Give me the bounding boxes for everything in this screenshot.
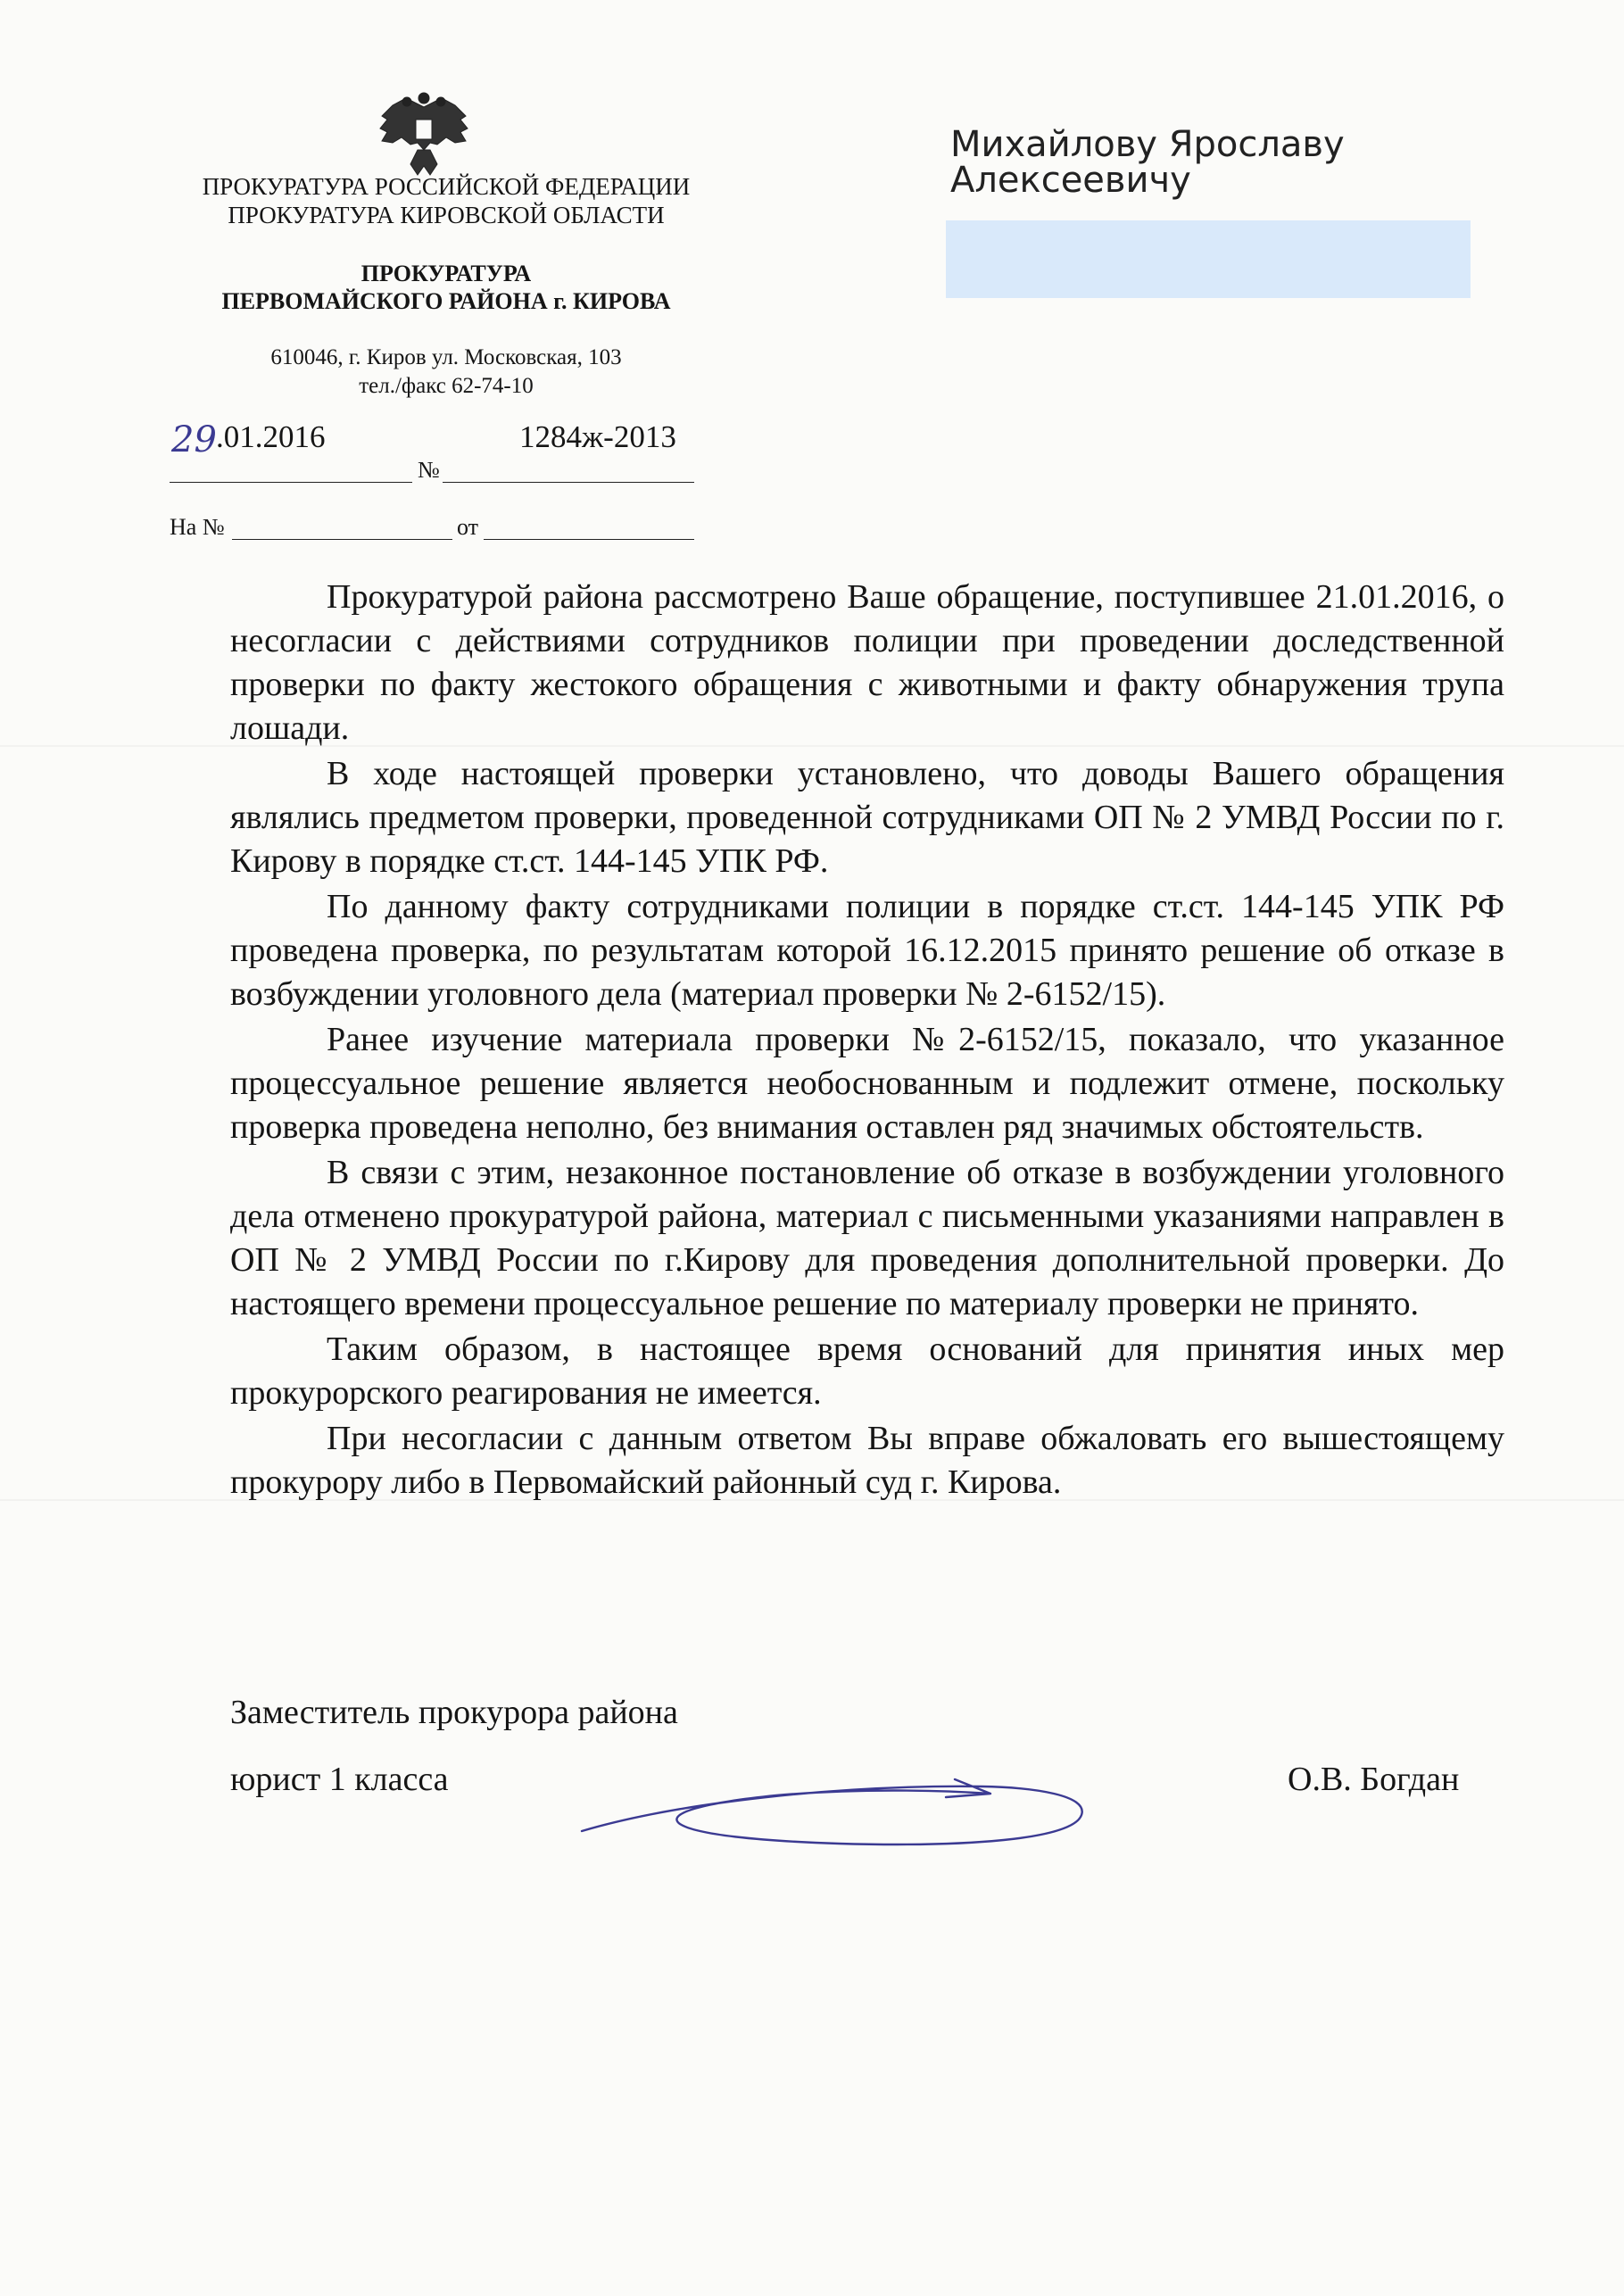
registration-number: 1284ж-2013 — [519, 419, 676, 454]
recipient-name-line1: Михайлову Ярославу — [950, 124, 1345, 165]
coat-of-arms-icon — [375, 89, 473, 178]
number-underline — [443, 482, 694, 483]
date-underline — [170, 482, 412, 483]
reference-number-underline — [232, 539, 452, 540]
handwritten-signature — [571, 1758, 1106, 1856]
reference-number-label: На № — [170, 514, 225, 540]
outgoing-date: .01.2016 — [216, 419, 326, 454]
reference-date-label: от — [457, 514, 479, 540]
body-paragraph: Прокуратурой района рассмотрено Ваше обращение, поступившее 21.01.2016, о несогласии с действиями сотрудников полиции при проведении доследственной проверки по факту жестокого обращения с животными и факту обнаружения трупа лошади. — [230, 578, 1504, 747]
body-paragraph: Ранее изучение материала проверки №2-6152/15, показало, что указанное процессуальное решение является необоснованным и подлежит отмене, поскольку проверка проведена неполно, без внимания оставлен ряд значимых обстоятельств. — [230, 1021, 1504, 1146]
signer-title: Заместитель прокурора района — [230, 1694, 678, 1731]
handwritten-day: 29 — [171, 419, 217, 460]
recipient-name-line2: Алексеевичу — [950, 160, 1191, 201]
number-sign: № — [418, 457, 440, 483]
date-number-block — [170, 419, 705, 491]
signer-rank: юрист 1 класса — [230, 1761, 449, 1798]
body-paragraph: Таким образом, в настоящее время оснований для принятия иных мер прокурорского реагирования не имеется. — [230, 1330, 1504, 1412]
body-paragraph: По данному факту сотрудниками полиции в порядке ст.ст. 144-145 УПК РФ проведена проверка, по результатам которой 16.12.2015 принято решение об отказе в возбуждении уголовного дела (материал проверки № 2-6152/15). — [230, 888, 1504, 1013]
recipient-block — [950, 124, 1345, 201]
letter-body — [230, 576, 1504, 1506]
org-phone: тел./факс 62-74-10 — [359, 374, 534, 398]
dept-name-line2: ПЕРВОМАЙСКОГО РАЙОНА г. КИРОВА — [221, 288, 671, 314]
org-address: 610046, г. Киров ул. Московская, 103 — [270, 345, 622, 369]
reference-date-underline — [484, 539, 694, 540]
org-name-federal: ПРОКУРАТУРА РОССИЙСКОЙ ФЕДЕРАЦИИ — [202, 173, 691, 200]
dept-name-line1: ПРОКУРАТУРА — [360, 261, 532, 286]
signer-name: О.В. Богдан — [1288, 1761, 1460, 1798]
org-name-regional: ПРОКУРАТУРА КИРОВСКОЙ ОБЛАСТИ — [228, 202, 665, 228]
body-paragraph: В ходе настоящей проверки установлено, что доводы Вашего обращения являлись предметом проверки, проведенной сотрудниками ОП № 2 УМВД России по г. Кирову в порядке ст.ст. 144-145 УПК РФ. — [230, 755, 1504, 880]
redacted-address — [946, 220, 1471, 298]
body-paragraph: При несогласии с данным ответом Вы вправе обжаловать его вышестоящему прокурору либо в Первомайский районный суд г. Кирова. — [230, 1420, 1504, 1501]
body-paragraph: В связи с этим, незаконное постановление об отказе в возбуждении уголовного дела отменено прокуратурой района, материал с письменными указаниями направлен в ОП № 2 УМВД России по г.Кирову для проведения дополнительной проверки. До настоящего времени процессуальное решение по материалу проверки не принято. — [230, 1154, 1504, 1322]
